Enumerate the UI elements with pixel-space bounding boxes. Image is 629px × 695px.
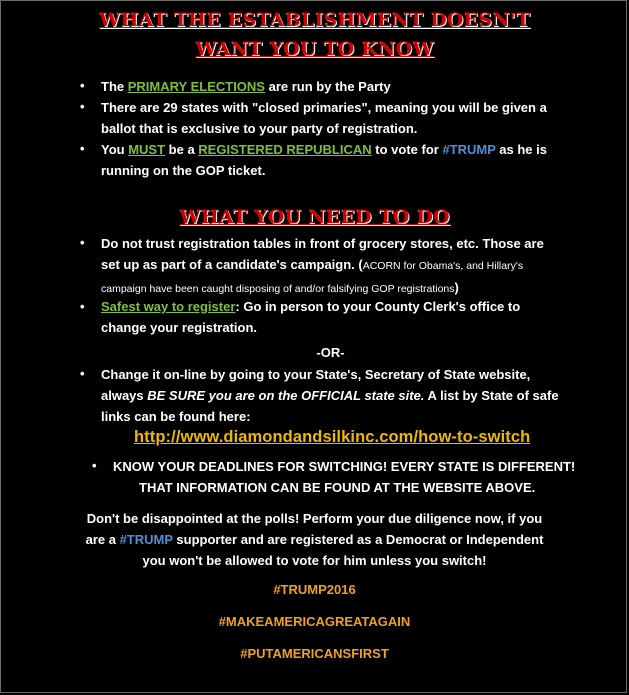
bullet-dot: •	[80, 299, 85, 314]
hashtag-putamericansfirst: #PUTAMERICANSFIRST	[240, 646, 389, 661]
hashtag-makeamericagreatagain: #MAKEAMERICAGREATAGAIN	[218, 614, 411, 629]
bullet-dot: •	[80, 78, 85, 93]
bullet-deadlines	[113, 456, 593, 498]
line: There are 29 states with "closed primaries", meaning you will be given a	[101, 100, 547, 115]
bullet-dot: •	[92, 458, 97, 473]
text: always	[101, 388, 148, 403]
highlight-registered-republican: REGISTERED REPUBLICAN	[198, 142, 372, 157]
small-text: campaign have been caught disposing of and/or falsifying GOP registrations	[101, 283, 455, 295]
text: : Go in person to your County Clerk's office to	[235, 299, 521, 314]
line: you won't be allowed to vote for him unless you switch!	[142, 553, 487, 568]
line: THAT INFORMATION CAN BE FOUND AT THE WEBSITE ABOVE.	[139, 480, 536, 495]
text: as he is	[495, 142, 547, 157]
line: Do not trust registration tables in front of grocery stores, etc. Those are	[101, 236, 544, 251]
text: be a	[165, 142, 199, 157]
text: A list by State of safe	[424, 388, 559, 403]
line: links can be found here:	[101, 409, 251, 424]
bullet-change-online	[101, 364, 601, 427]
bullet-must-register	[101, 139, 601, 181]
bullet-dot: •	[80, 141, 85, 156]
highlight-primary-elections: PRIMARY ELECTIONS	[127, 79, 265, 94]
bullet-dot: •	[80, 366, 85, 381]
line: KNOW YOUR DEADLINES FOR SWITCHING! EVERY STATE IS DIFFERENT!	[113, 459, 576, 474]
line: running on the GOP ticket.	[101, 163, 266, 178]
bullet-registration-tables	[101, 233, 601, 300]
highlight-safest-way: Safest way to register	[101, 299, 236, 314]
heading-establishment-line2: WANT YOU TO KNOW	[195, 38, 434, 60]
text: set up as part of a candidate's campaign. (	[101, 257, 363, 272]
text: )	[454, 280, 459, 295]
hashtag-trump2016: #TRUMP2016	[273, 582, 356, 597]
heading-establishment-line1: WHAT THE ESTABLISHMENT DOESN'T	[98, 9, 531, 31]
small-text: ACORN for Obama's, and Hillary's	[362, 260, 524, 272]
text: The	[101, 79, 128, 94]
highlight-must: MUST	[128, 142, 166, 157]
text: to vote for	[371, 142, 443, 157]
hashtag-trump: #TRUMP	[442, 142, 496, 157]
text: You	[101, 142, 129, 157]
closing-paragraph	[0, 508, 629, 571]
hashtag-trump: #TRUMP	[119, 532, 173, 547]
how-to-switch-link[interactable]: http://www.diamondandsilkinc.com/how-to-switch	[134, 428, 531, 446]
bullet-safest-way	[101, 296, 601, 338]
bullet-closed-primaries	[101, 97, 601, 139]
bullet-dot: •	[80, 99, 85, 114]
or-separator: -OR-	[316, 345, 345, 360]
line: Don't be disappointed at the polls! Perform your due diligence now, if you	[86, 511, 543, 526]
text: supporter and are registered as a Democrat or Independent	[172, 532, 544, 547]
italic-text: BE SURE you are on the OFFICIAL state site.	[147, 388, 425, 403]
line: Change it on-line by going to your State's, Secretary of State website,	[101, 367, 531, 382]
line: change your registration.	[101, 320, 258, 335]
bullet-primary-elections	[101, 76, 601, 97]
line: ballot that is exclusive to your party of registration.	[101, 121, 418, 136]
text: are a	[85, 532, 120, 547]
bullet-dot: •	[80, 235, 85, 250]
heading-what-you-need-to-do: WHAT YOU NEED TO DO	[179, 206, 450, 228]
text: are run by the Party	[264, 79, 391, 94]
